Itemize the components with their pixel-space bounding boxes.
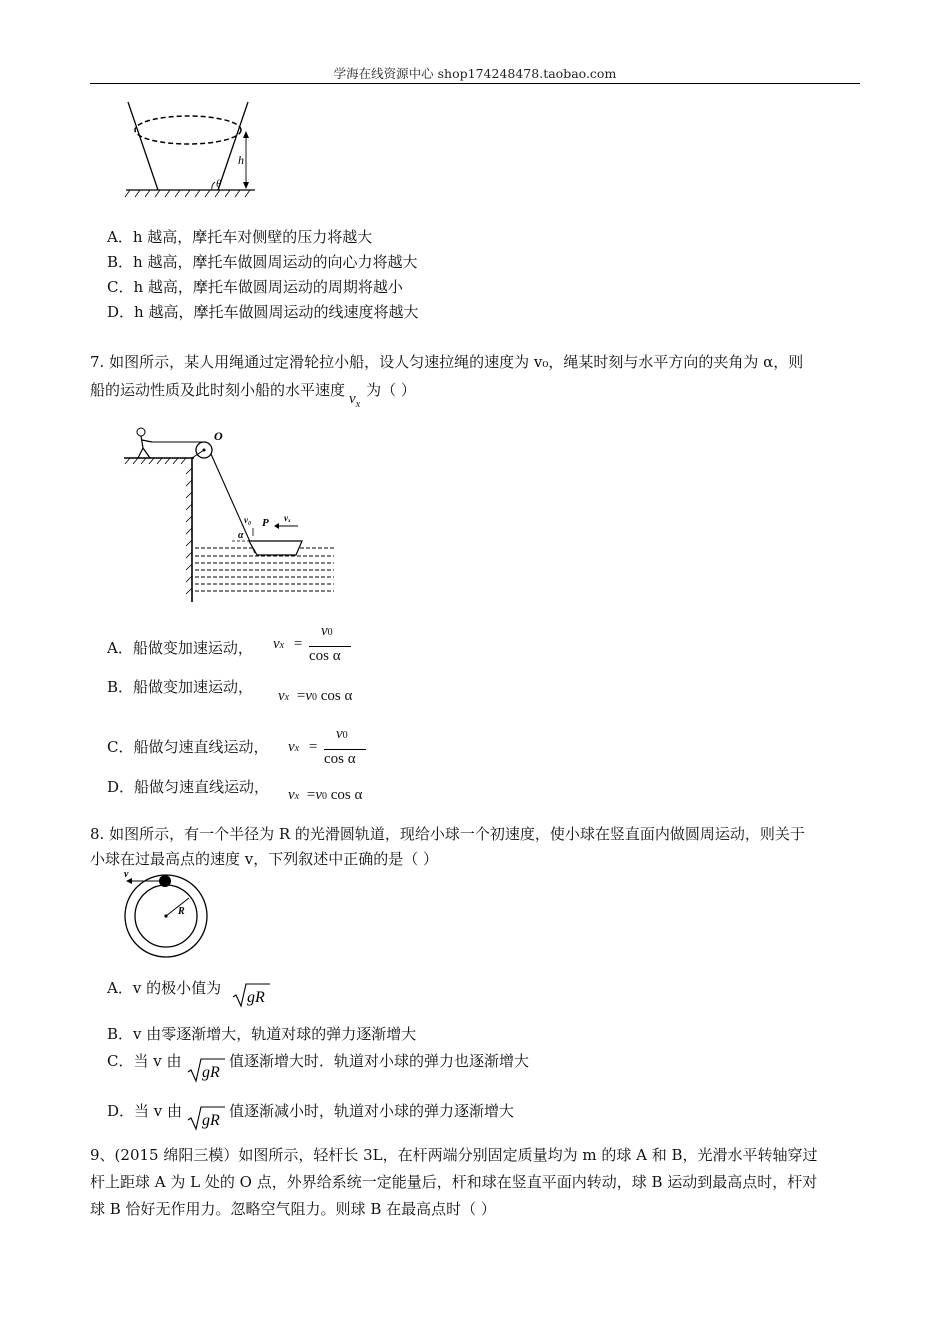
svg-text:gR: gR	[247, 989, 265, 1006]
q7-option-c-label: C．船做匀速直线运动，	[107, 738, 269, 756]
q8-stem-line1: 8. 如图所示，有一个半径为 R 的光滑圆轨道，现给小球一个初速度，使小球在竖直面内做圆周运动，则关于	[90, 825, 805, 843]
svg-text:gR: gR	[202, 1112, 220, 1129]
q6-option-b: B．h 越高，摩托车做圆周运动的向心力将越大	[107, 253, 418, 271]
q7-option-b-label: B．船做变加速运动，	[107, 678, 254, 696]
q8-option-a-sqrt	[232, 982, 272, 1008]
rope-v0-label: v₀	[244, 515, 252, 525]
header-rule	[90, 83, 860, 84]
q7-option-a-label: A．船做变加速运动，	[107, 639, 253, 657]
boat-p-label: P	[262, 517, 269, 529]
q8-stem-line2: 小球在过最高点的速度 v，下列叙述中正确的是（ ）	[90, 850, 439, 868]
pulley-o-label: O	[214, 429, 223, 443]
cone-theta-label: θ	[216, 178, 222, 190]
q7-option-b-formula: vx =v0 cos α	[278, 688, 353, 704]
q7-option-d-formula: vx =v0 cos α	[288, 787, 363, 803]
circular-track-figure	[118, 868, 218, 960]
q7-stem-line2: 船的运动性质及此时刻小船的水平速度 $v_x$为（ ）	[90, 381, 416, 410]
q9-line2: 杆上距球 A 为 L 处的 O 点，外界给系统一定能量后，杆和球在竖直平面内转动，球 B 运动到最高点时，杆对	[90, 1173, 818, 1191]
q6-option-a: A．h 越高，摩托车对侧壁的压力将越大	[107, 228, 373, 246]
q7-option-c-formula: vx = v0 cos α	[288, 739, 317, 756]
track-r-label: R	[178, 906, 185, 917]
track-v-label: v	[124, 869, 129, 880]
cone-h-label: h	[238, 153, 244, 167]
q8-option-d-post: 值逐渐减小时，轨道对小球的弹力逐渐增大	[229, 1102, 515, 1120]
q8-option-d-pre: D．当 v 由	[107, 1102, 183, 1120]
angle-alpha-label: α	[238, 530, 244, 541]
boat-vx-label: vₓ	[284, 513, 292, 523]
q7-option-a-formula: vx = v0 cos α	[273, 636, 302, 653]
q9-line3: 球 B 恰好无作用力。忽略空气阻力。则球 B 在最高点时（ ）	[90, 1200, 496, 1218]
page-header: 学海在线资源中心 shop174248478.taobao.com	[333, 66, 617, 81]
q8-option-c-sqrt	[187, 1057, 227, 1083]
q9-line1: 9、(2015 绵阳三模）如图所示，轻杆长 3L，在杆两端分别固定质量均为 m 的球 A 和 B，光滑水平转轴穿过	[90, 1146, 818, 1164]
q8-option-c-pre: C．当 v 由	[107, 1052, 182, 1070]
q6-option-c: C．h 越高，摩托车做圆周运动的周期将越小	[107, 278, 403, 296]
q7-stem-line1: 7. 如图所示，某人用绳通过定滑轮拉小船，设人匀速拉绳的速度为 v₀，绳某时刻与水平方向的夹角为 α，则	[90, 353, 804, 371]
q6-option-d: D．h 越高，摩托车做圆周运动的线速度将越大	[107, 303, 419, 321]
boat-pulley-figure	[122, 420, 342, 605]
svg-text:gR: gR	[202, 1064, 220, 1081]
cone-figure	[120, 98, 270, 198]
q8-option-d-sqrt	[187, 1105, 227, 1131]
q8-option-a-label: A．v 的极小值为	[107, 979, 222, 997]
q7-option-d-label: D．船做匀速直线运动，	[107, 778, 270, 796]
q8-option-b: B．v 由零逐渐增大，轨道对球的弹力逐渐增大	[107, 1025, 417, 1043]
q8-option-c-post: 值逐渐增大时．轨道对小球的弹力也逐渐增大	[229, 1052, 530, 1070]
